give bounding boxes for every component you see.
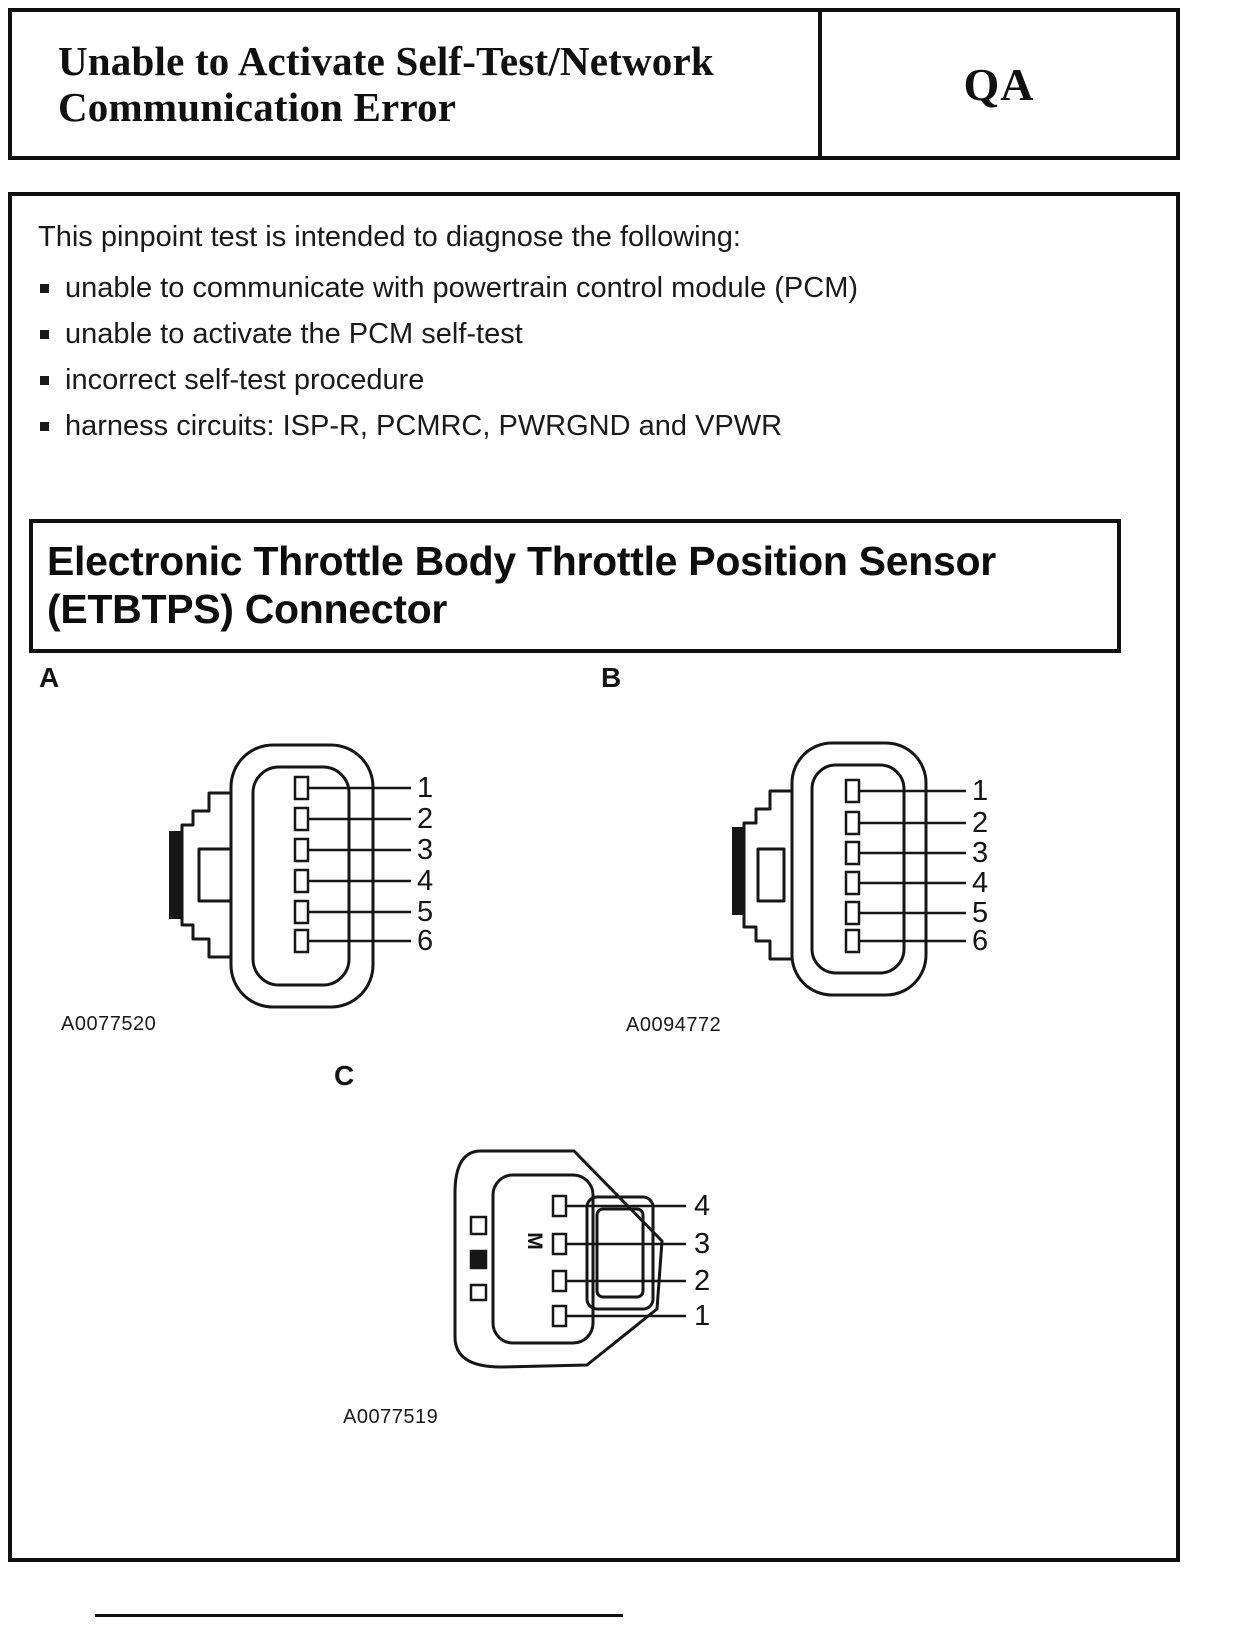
section-title-line-2: (ETBTPS) Connector xyxy=(47,586,448,632)
pin-label: 4 xyxy=(417,865,434,897)
diagram-c-label: C xyxy=(334,1060,355,1091)
pin-label: 1 xyxy=(694,1300,711,1332)
cavity-marker: M xyxy=(522,1232,546,1250)
pin-label: 3 xyxy=(694,1228,711,1260)
index-keys xyxy=(471,1217,486,1300)
page-title-line-1: Unable to Activate Self-Test/Network xyxy=(58,38,714,84)
page-title-line-2: Communication Error xyxy=(58,84,457,130)
pin-label: 3 xyxy=(972,837,989,869)
figure-id: A0077519 xyxy=(343,1406,439,1428)
pin-label: 4 xyxy=(694,1190,711,1222)
diagnosis-bullet-item xyxy=(40,317,858,351)
section-code-cell xyxy=(818,12,1176,156)
mounting-flange xyxy=(732,791,794,959)
connector-a-figure xyxy=(149,731,479,1021)
bullet-icon xyxy=(40,330,49,339)
pin-label: 6 xyxy=(417,925,434,957)
pin-label: 2 xyxy=(972,807,989,839)
diagram-b-label: B xyxy=(601,662,622,693)
footer-rule xyxy=(95,1614,623,1617)
bullet-icon xyxy=(40,284,49,293)
pin-label: 5 xyxy=(417,896,434,928)
bullet-text: unable to activate the PCM self-test xyxy=(65,318,523,350)
diagnosis-bullet-item xyxy=(40,409,858,443)
pin-label: 5 xyxy=(972,897,989,929)
connector-b-figure xyxy=(714,731,1044,1021)
pin-label: 1 xyxy=(972,775,989,807)
connector-c-figure xyxy=(441,1131,771,1401)
bullet-text: unable to communicate with powertrain control module (PCM) xyxy=(65,272,859,304)
diagram-a-label: A xyxy=(39,662,60,693)
bullet-text: incorrect self-test procedure xyxy=(65,364,425,396)
section-title-line-1: Electronic Throttle Body Throttle Position Sensor xyxy=(47,538,996,584)
content-box xyxy=(8,192,1180,1562)
diagnosis-list xyxy=(40,271,858,455)
figure-id: A0094772 xyxy=(626,1014,722,1036)
bullet-icon xyxy=(40,422,49,431)
pin-label: 6 xyxy=(972,925,989,957)
bullet-icon xyxy=(40,376,49,385)
pin-label: 2 xyxy=(417,803,434,835)
pin-label: 3 xyxy=(417,834,434,866)
section-code: QA xyxy=(963,58,1035,110)
keyway-bar xyxy=(732,827,744,915)
pin-label: 4 xyxy=(972,867,989,899)
diagnosis-bullet-item xyxy=(40,363,858,397)
section-title-box xyxy=(29,519,1121,653)
mounting-flange xyxy=(169,793,233,957)
pin-label: 1 xyxy=(417,772,434,804)
bullet-text: harness circuits: ISP-R, PCMRC, PWRGND and VPWR xyxy=(65,410,783,442)
header xyxy=(8,8,1180,160)
connector-c-drawing xyxy=(441,1131,771,1401)
pin-label: 2 xyxy=(694,1265,711,1297)
figure-id: A0077520 xyxy=(61,1013,157,1035)
connector-b-drawing xyxy=(714,731,1044,1021)
page-title xyxy=(12,12,818,156)
keyway-bar xyxy=(169,831,181,919)
diagnosis-bullet-item xyxy=(40,271,858,305)
pinpoint-intro: This pinpoint test is intended to diagnose the following: xyxy=(38,221,741,253)
keyway-square xyxy=(471,1251,486,1268)
